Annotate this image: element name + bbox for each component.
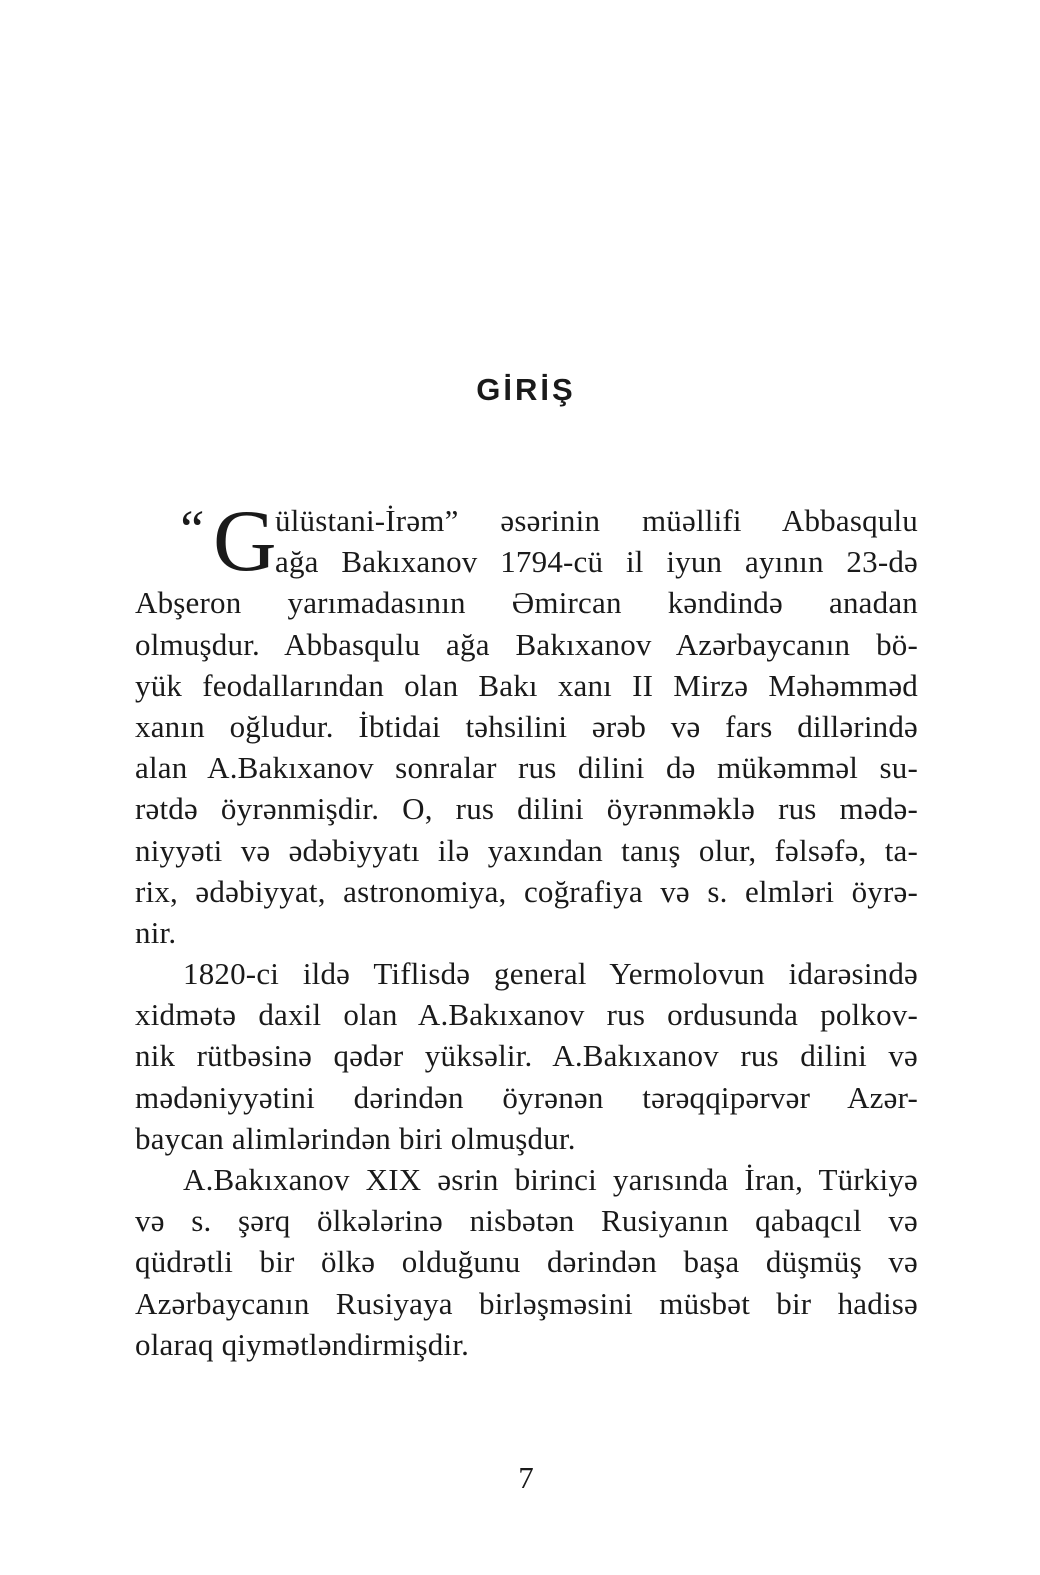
text-line: xidmətə daxil olan A.Bakıxanov rus ordusunda polkov- bbox=[135, 997, 918, 1033]
text-line: nik rütbəsinə qədər yüksəlir. A.Bakıxanov rus dilini və bbox=[135, 1038, 918, 1074]
body-text bbox=[135, 493, 918, 1365]
text-line: 1820-ci ildə Tiflisdə general Yermolovun idarəsində bbox=[183, 956, 918, 992]
text-line: xanın oğludur. İbtidai təhsilini ərəb və fars dillərində bbox=[135, 708, 918, 744]
text-line: ağa Bakıxanov 1794-cü il iyun ayının 23-də bbox=[275, 544, 918, 580]
text-line: yük feodallarından olan Bakı xanı II Mirzə Məhəmməd bbox=[135, 667, 918, 703]
text-line: mədəniyyətini dərindən öyrənən tərəqqipərvər Azər- bbox=[135, 1079, 918, 1115]
page-number: 7 bbox=[518, 1460, 534, 1495]
text-line: qüdrətli bir ölkə olduğunu dərindən başa düşmüş və bbox=[135, 1244, 918, 1280]
drop-cap-letter: G bbox=[213, 493, 277, 590]
paragraph-3 bbox=[135, 1159, 918, 1365]
drop-cap-quote-mark: “ bbox=[175, 499, 206, 559]
chapter-heading: GİRİŞ bbox=[476, 372, 576, 407]
text-line: baycan alimlərindən biri olmuşdur. bbox=[135, 1120, 576, 1156]
text-line: rix, ədəbiyyat, astronomiya, coğrafiya və s. elmləri öyrə- bbox=[135, 873, 918, 909]
text-line: Azərbaycanın Rusiyaya birləşməsini müsbət bir hadisə bbox=[135, 1285, 918, 1321]
text-line: olaraq qiymətləndirmişdir. bbox=[135, 1326, 470, 1362]
text-line: ülüstani-İrəm” əsərinin müəllifi Abbasqulu bbox=[275, 503, 918, 538]
text-line: A.Bakıxanov XIX əsrin birinci yarısında İran, Türkiyə bbox=[183, 1162, 918, 1197]
paragraph-2 bbox=[135, 953, 918, 1159]
text-line: olmuşdur. Abbasqulu ağa Bakıxanov Azərbaycanın bö- bbox=[135, 626, 918, 662]
text-line: alan A.Bakıxanov sonralar rus dilini də mükəmməl su- bbox=[135, 750, 918, 786]
text-line: nir. bbox=[135, 914, 177, 950]
drop-cap bbox=[175, 493, 277, 590]
text-line: rətdə öyrənmişdir. O, rus dilini öyrənməklə rus mədə- bbox=[135, 791, 918, 827]
text-line: Abşeron yarımadasının Əmircan kəndində anadan bbox=[135, 585, 918, 621]
text-line: niyyəti və ədəbiyyatı ilə yaxından tanış olur, fəlsəfə, ta- bbox=[135, 832, 918, 868]
text-line: və s. şərq ölkələrinə nisbətən Rusiyanın qabaqcıl və bbox=[135, 1203, 918, 1239]
